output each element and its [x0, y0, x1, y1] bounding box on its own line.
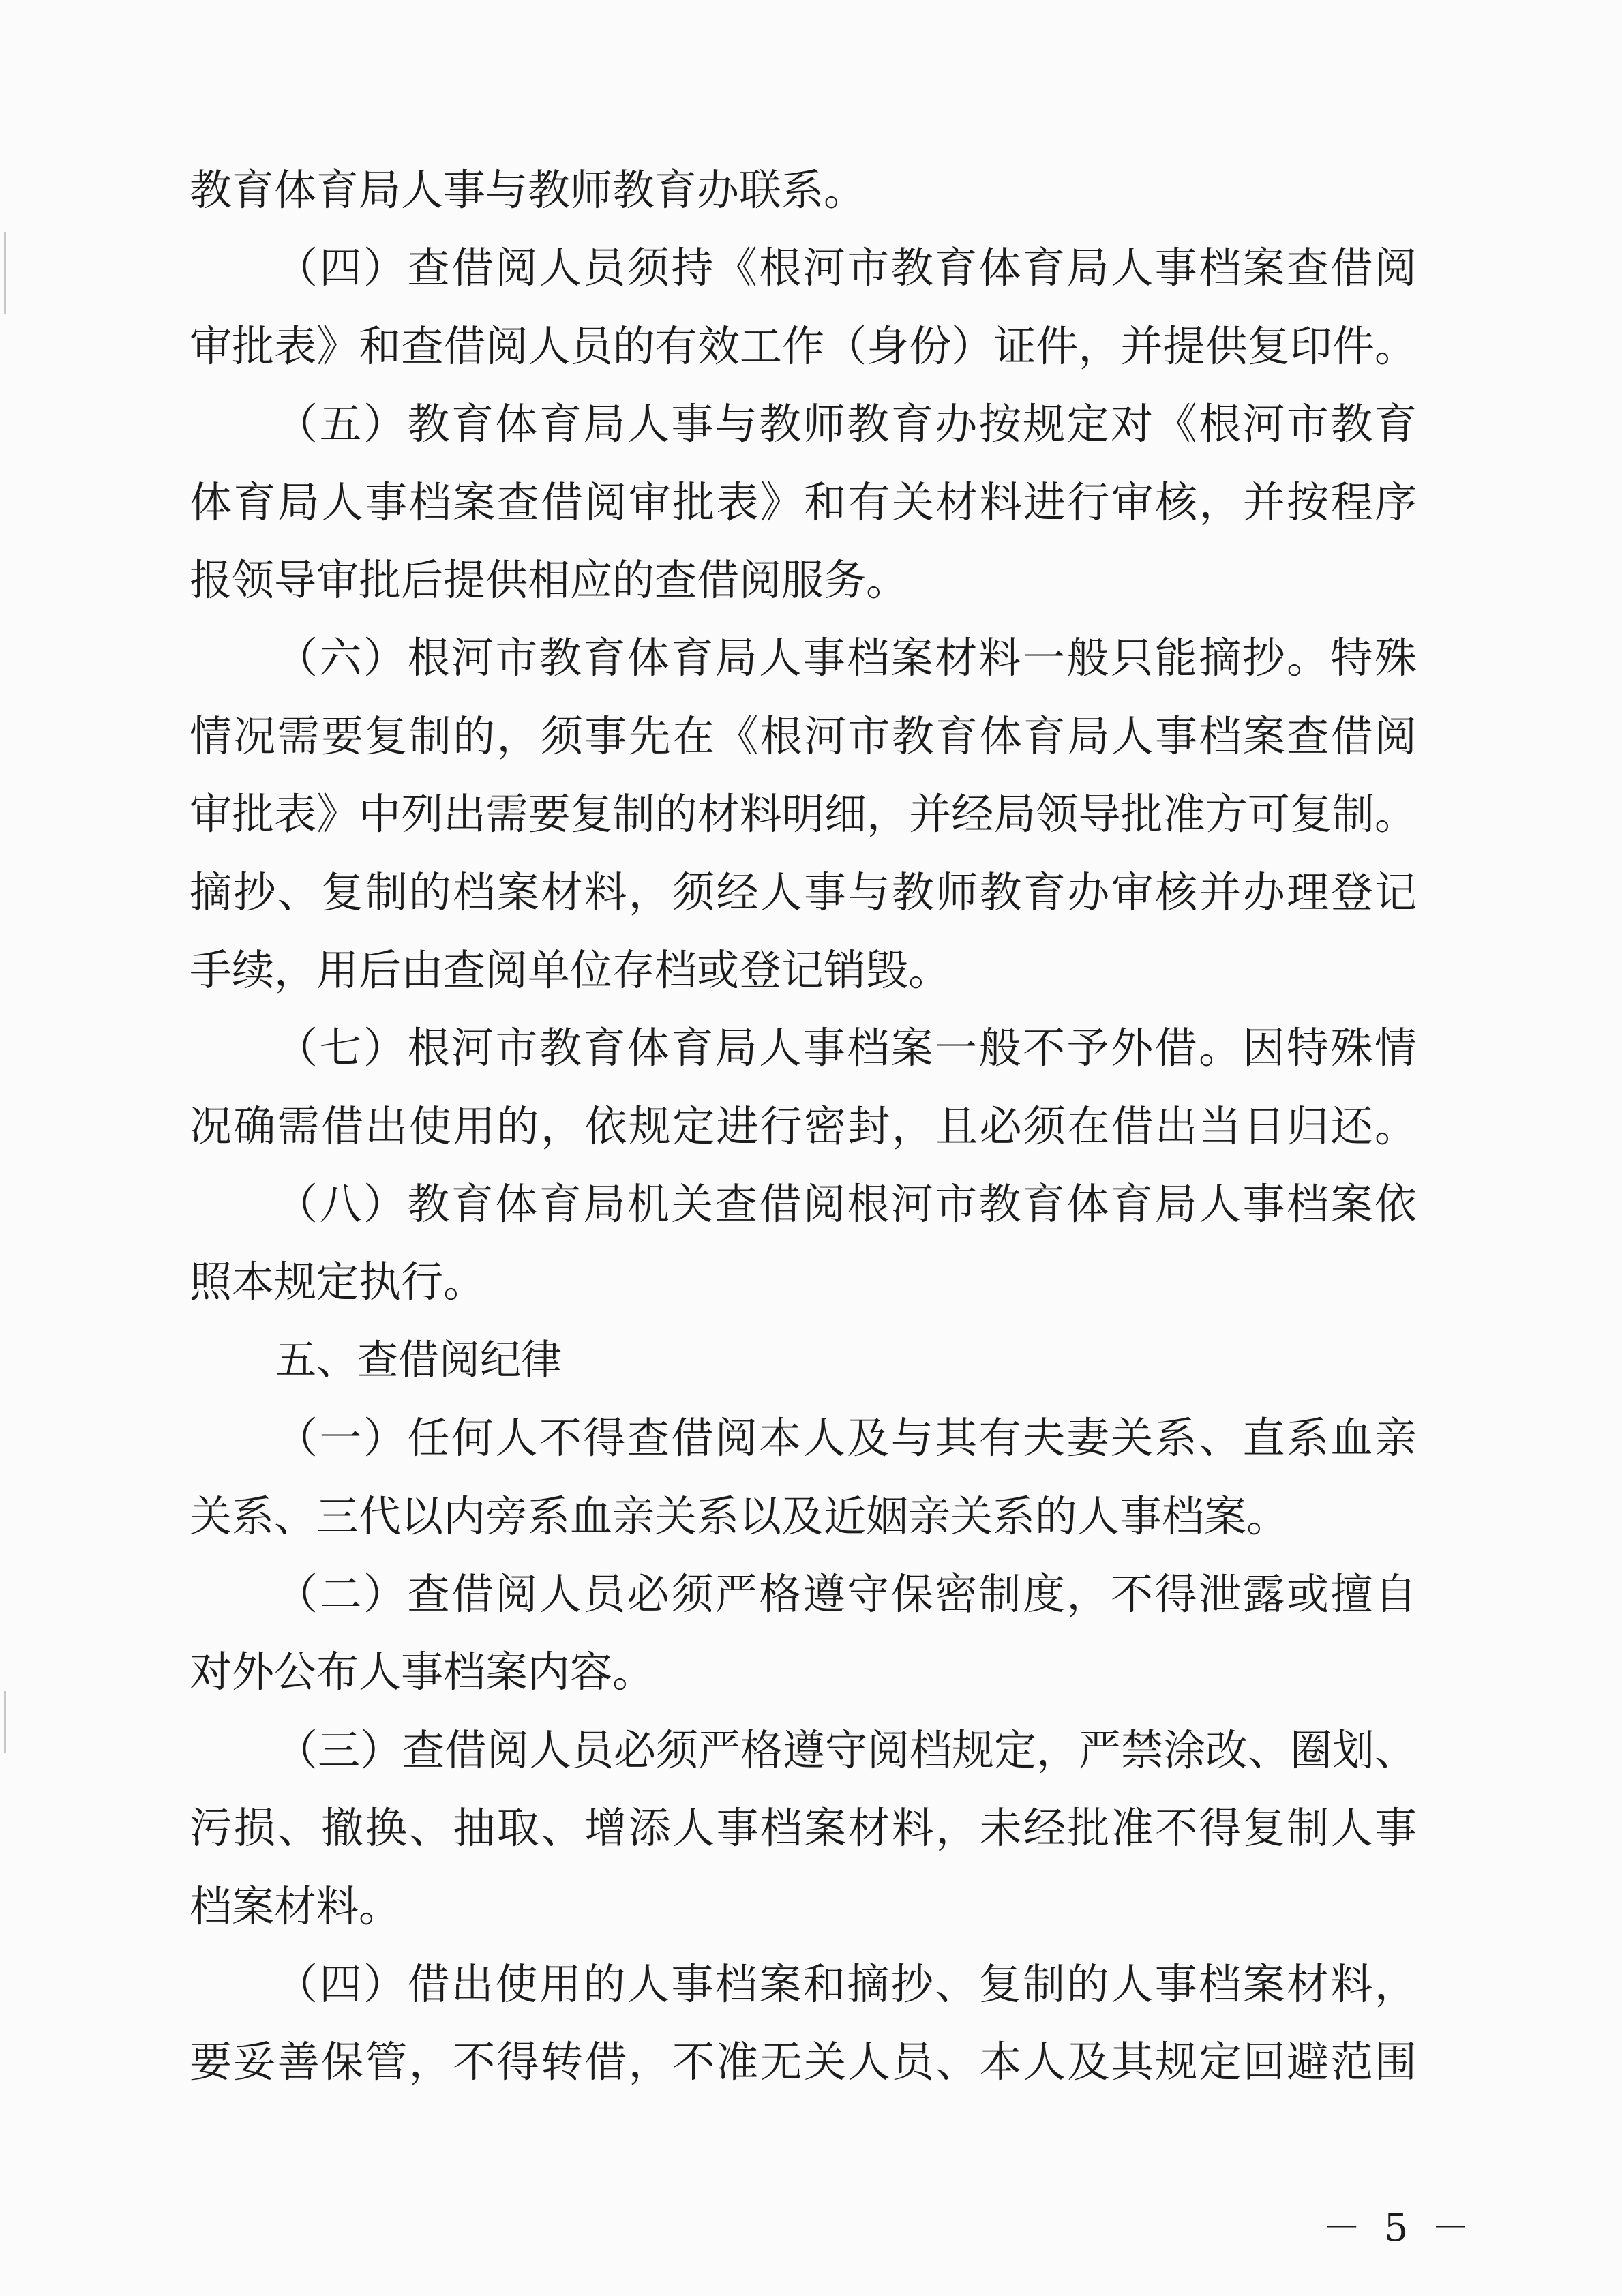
text-line: 对外公布人事档案内容。	[190, 1647, 655, 1697]
text-line: （七）根河市教育体育局人事档案一般不予外借。因特殊情	[275, 1023, 1417, 1073]
text-line: （六）根河市教育体育局人事档案材料一般只能摘抄。特殊	[275, 633, 1417, 683]
text-line: 手续，用后由查阅单位存档或登记销毁。	[190, 944, 951, 995]
text-line: 况确需借出使用的，依规定进行密封，且必须在借出当日归还。	[190, 1101, 1417, 1151]
text-line: 档案材料。	[190, 1881, 402, 1931]
text-line: （四）查借阅人员须持《根河市教育体育局人事档案查借阅	[275, 243, 1417, 293]
text-line: 摘抄、复制的档案材料，须经人事与教师教育办审核并办理登记	[190, 867, 1417, 917]
text-line: 审批表》和查借阅人员的有效工作（身份）证件，并提供复印件。	[190, 320, 1417, 371]
document-body	[190, 151, 1417, 2102]
text-line: （一）任何人不得查借阅本人及与其有夫妻关系、直系血亲	[275, 1413, 1417, 1463]
text-line: 情况需要复制的，须事先在《根河市教育体育局人事档案查借阅	[190, 711, 1417, 761]
text-line: 关系、三代以内旁系血亲关系以及近姻亲关系的人事档案。	[190, 1491, 1289, 1541]
text-line: （三）查借阅人员必须严格遵守阅档规定，严禁涂改、圈划、	[275, 1725, 1417, 1775]
page-number: － 5 －	[1323, 2206, 1475, 2250]
text-line: 要妥善保管，不得转借，不准无关人员、本人及其规定回避范围	[190, 2037, 1417, 2087]
section-heading: 五、查借阅纪律	[275, 1336, 562, 1384]
text-line: 污损、撤换、抽取、增添人事档案材料，未经批准不得复制人事	[190, 1803, 1417, 1853]
text-line: 审批表》中列出需要复制的材料明细，并经局领导批准方可复制。	[190, 789, 1417, 839]
text-line: （八）教育体育局机关查借阅根河市教育体育局人事档案依	[275, 1179, 1417, 1229]
text-line: （五）教育体育局人事与教师教育办按规定对《根河市教育	[275, 399, 1417, 449]
text-line: 教育体育局人事与教师教育办联系。	[190, 165, 867, 215]
text-line: 照本规定执行。	[190, 1257, 486, 1307]
text-line: 报领导审批后提供相应的查借阅服务。	[190, 554, 909, 605]
text-line: （四）借出使用的人事档案和摘抄、复制的人事档案材料，	[275, 1958, 1417, 2009]
text-line: 体育局人事档案查借阅审批表》和有关材料进行审核，并按程序	[190, 477, 1417, 527]
scan-edge-mark	[4, 1691, 6, 1753]
text-line: （二）查借阅人员必须严格遵守保密制度，不得泄露或擅自	[275, 1569, 1417, 1620]
scan-edge-mark	[4, 232, 6, 314]
